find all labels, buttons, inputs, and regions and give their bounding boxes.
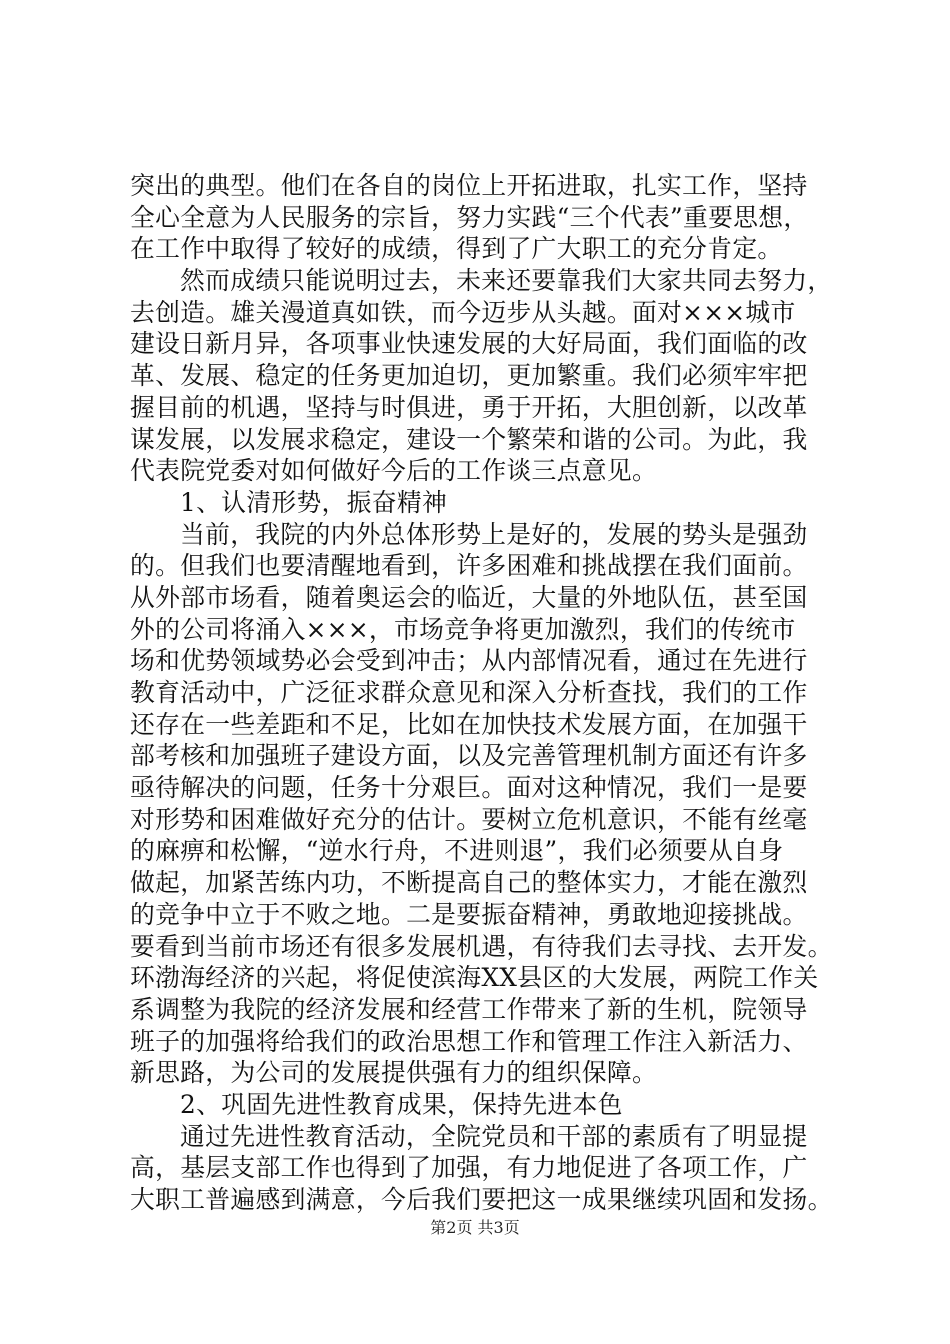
text-line: 大职工普遍感到满意，今后我们要把这一成果继续巩固和发扬。 <box>130 1185 833 1214</box>
text-line: 的麻痹和松懈，“逆水行舟，不进则退”，我们必须要从自身 <box>130 836 784 866</box>
text-line: 革、发展、稳定的任务更加迫切，更加繁重。我们必须牢牢把 <box>130 361 808 391</box>
text-line: 握目前的机遇，坚持与时俱进，勇于开拓，大胆创新，以改革 <box>130 392 808 422</box>
page-footer <box>0 1218 950 1238</box>
paragraph-start-line: 通过先进性教育活动，全院党员和干部的素质有了明显提 <box>180 1121 808 1151</box>
text-line: 做起，加紧苦练内功，不断提高自己的整体实力，才能在激烈 <box>130 868 808 898</box>
text-line: 还存在一些差距和不足，比如在加快技术发展方面，在加强干 <box>130 709 808 739</box>
text-line: 全心全意为人民服务的宗旨，努力实践“三个代表”重要思想， <box>130 202 809 232</box>
text-line: 教育活动中，广泛征求群众意见和深入分析查找，我们的工作 <box>130 678 808 707</box>
text-line: 的。但我们也要清醒地看到，许多困难和挑战摆在我们面前。 <box>130 551 808 581</box>
section-heading-1: 1、认清形势，振奋精神 <box>180 487 448 517</box>
paragraph-start-line: 然而成绩只能说明过去，未来还要靠我们大家共同去努力， <box>180 266 833 296</box>
text-line: 外的公司将涌入×××，市场竞争将更加激烈，我们的传统市 <box>130 614 796 644</box>
text-line: 系调整为我院的经济发展和经营工作带来了新的生机，院领导 <box>130 994 808 1024</box>
text-line: 建设日新月异，各项事业快速发展的大好局面，我们面临的改 <box>130 329 808 359</box>
text-line: 对形势和困难做好充分的估计。要树立危机意识，不能有丝毫 <box>130 804 808 834</box>
text-line: 场和优势领域势必会受到冲击；从内部情况看，通过在先进行 <box>130 646 808 676</box>
text-line: 去创造。雄关漫道真如铁，而今迈步从头越。面对×××城市 <box>130 297 796 327</box>
paragraph-start-line: 当前，我院的内外总体形势上是好的，发展的势头是强劲 <box>180 519 808 549</box>
text-line: 突出的典型。他们在各自的岗位上开拓进取，扎实工作，坚持 <box>130 171 808 200</box>
document-body <box>130 170 840 1216</box>
text-line: 班子的加强将给我们的政治思想工作和管理工作注入新活力、 <box>130 1026 808 1056</box>
text-line: 在工作中取得了较好的成绩，得到了广大职工的充分肯定。 <box>130 234 783 264</box>
section-heading-2: 2、巩固先进性教育成果，保持先进本色 <box>180 1089 623 1119</box>
text-line: 高，基层支部工作也得到了加强，有力地促进了各项工作，广 <box>130 1153 808 1183</box>
text-line: 环渤海经济的兴起，将促使滨海XX县区的大发展，两院工作关 <box>130 963 819 993</box>
text-line: 要看到当前市场还有很多发展机遇，有待我们去寻找、去开发。 <box>130 931 833 961</box>
text-line: 新思路，为公司的发展提供强有力的组织保障。 <box>130 1058 658 1088</box>
page-number-label: 第2页 共3页 <box>430 1218 520 1237</box>
text-line: 亟待解决的问题，任务十分艰巨。面对这种情况，我们一是要 <box>130 773 808 803</box>
text-line: 从外部市场看，随着奥运会的临近，大量的外地队伍，甚至国 <box>130 582 808 612</box>
text-line: 代表院党委对如何做好今后的工作谈三点意见。 <box>130 456 658 486</box>
text-line: 部考核和加强班子建设方面，以及完善管理机制方面还有许多 <box>130 741 808 771</box>
text-line: 的竞争中立于不败之地。二是要振奋精神，勇敢地迎接挑战。 <box>130 899 808 929</box>
text-line: 谋发展，以发展求稳定，建设一个繁荣和谐的公司。为此，我 <box>130 424 808 454</box>
